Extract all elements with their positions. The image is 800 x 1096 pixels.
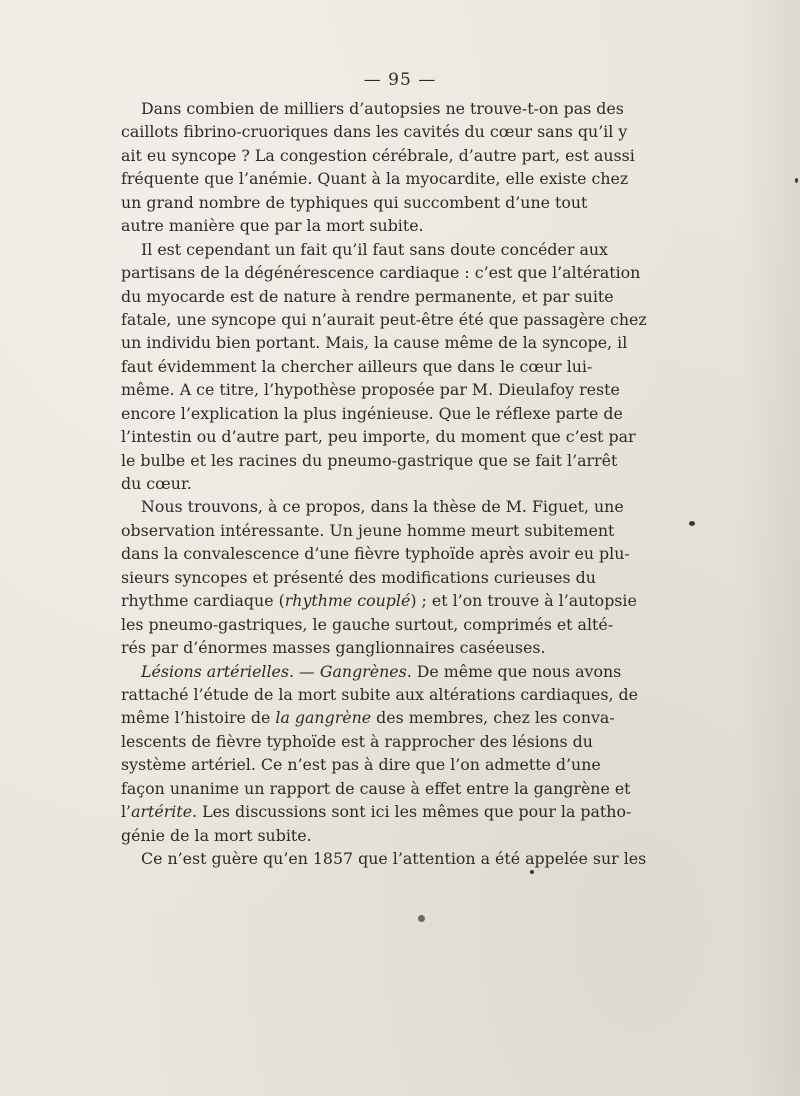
text-line: Il est cependant un fait qu’il faut sans doute concéder aux xyxy=(141,239,608,259)
text-line: un grand nombre de typhiques qui succombent d’une tout xyxy=(121,192,588,212)
text-line: Ce n’est guère qu’en 1857 que l’attention a été appelée sur les xyxy=(141,849,647,868)
text-line: dans la convalescence d’une fièvre typhoïde après avoir eu plu- xyxy=(121,544,630,564)
text-line: observation intéressante. Un jeune homme meurt subitement xyxy=(121,520,615,540)
text-line: sieurs syncopes et présenté des modifications curieuses du xyxy=(121,567,596,587)
text-line: rhythme cardiaque (rhythme couplé) ; et l’on trouve à l’autopsie xyxy=(121,591,637,611)
italic-phrase: rhythme couplé xyxy=(284,591,411,611)
text-line: Lésions artérielles. — Gangrènes. De même que nous avons xyxy=(141,661,622,681)
paper-speck xyxy=(795,178,798,183)
text-line: du myocarde est de nature à rendre permanente, et par suite xyxy=(121,286,614,306)
italic-phrase: Lésions artérielles. xyxy=(141,661,295,681)
text-line: génie de la mort subite. xyxy=(121,825,312,845)
italic-phrase: Gangrènes. xyxy=(319,661,412,681)
text-line: le bulbe et les racines du pneumo-gastrique que se fait l’arrêt xyxy=(121,450,618,470)
page-edge-shadow xyxy=(740,0,800,1096)
text-line: rés par d’énormes masses ganglionnaires caséeuses. xyxy=(121,638,546,658)
text-line: l’intestin ou d’autre part, peu importe, du moment que c’est par xyxy=(121,427,636,447)
text-line: façon unanime un rapport de cause à effet entre la gangrène et xyxy=(121,778,631,798)
text-line: même l’histoire de la gangrène des membres, chez les conva- xyxy=(121,708,615,728)
text-line: ait eu syncope ? La congestion cérébrale, d’autre part, est aussi xyxy=(121,145,635,165)
text-line: même. A ce titre, l’hypothèse proposée par M. Dieulafoy reste xyxy=(121,380,620,400)
text-line: du cœur. xyxy=(121,474,192,493)
text-line: l’artérite. Les discussions sont ici les mêmes que pour la patho- xyxy=(121,802,632,822)
paper-speck xyxy=(530,870,534,874)
text-line: fréquente que l’anémie. Quant à la myocardite, elle existe chez xyxy=(121,169,629,189)
text-line: Dans combien de milliers d’autopsies ne trouve-t-on pas des xyxy=(141,99,624,118)
text-line: rattaché l’étude de la mort subite aux altérations cardiaques, de xyxy=(121,684,638,704)
text-line: lescents de fièvre typhoïde est à rapprocher des lésions du xyxy=(121,731,593,751)
text-line: les pneumo-gastriques, le gauche surtout, comprimés et alté- xyxy=(121,614,614,634)
text-line: système artériel. Ce n’est pas à dire que l’on admette d’une xyxy=(121,755,601,775)
text-line: autre manière que par la mort subite. xyxy=(121,216,424,236)
paper-speck xyxy=(418,915,425,922)
italic-phrase: la gangrène xyxy=(275,708,372,728)
page-number: — 95 — xyxy=(363,70,437,90)
text-line: un individu bien portant. Mais, la cause même de la syncope, il xyxy=(121,333,628,353)
text-line: faut évidemment la chercher ailleurs que dans le cœur lui- xyxy=(121,356,593,376)
italic-phrase: artérite xyxy=(131,802,193,822)
paper-speck xyxy=(689,521,695,526)
body-text xyxy=(121,97,647,870)
text-line: partisans de la dégénérescence cardiaque : c’est que l’altération xyxy=(121,263,641,283)
text-line: caillots fibrino-cruoriques dans les cavités du cœur sans qu’il y xyxy=(121,122,628,142)
text-line: encore l’explication la plus ingénieuse. Que le réflexe parte de xyxy=(121,403,623,423)
text-line: fatale, une syncope qui n’aurait peut-être été que passagère chez xyxy=(121,309,647,329)
text-line: Nous trouvons, à ce propos, dans la thèse de M. Figuet, une xyxy=(141,497,624,517)
